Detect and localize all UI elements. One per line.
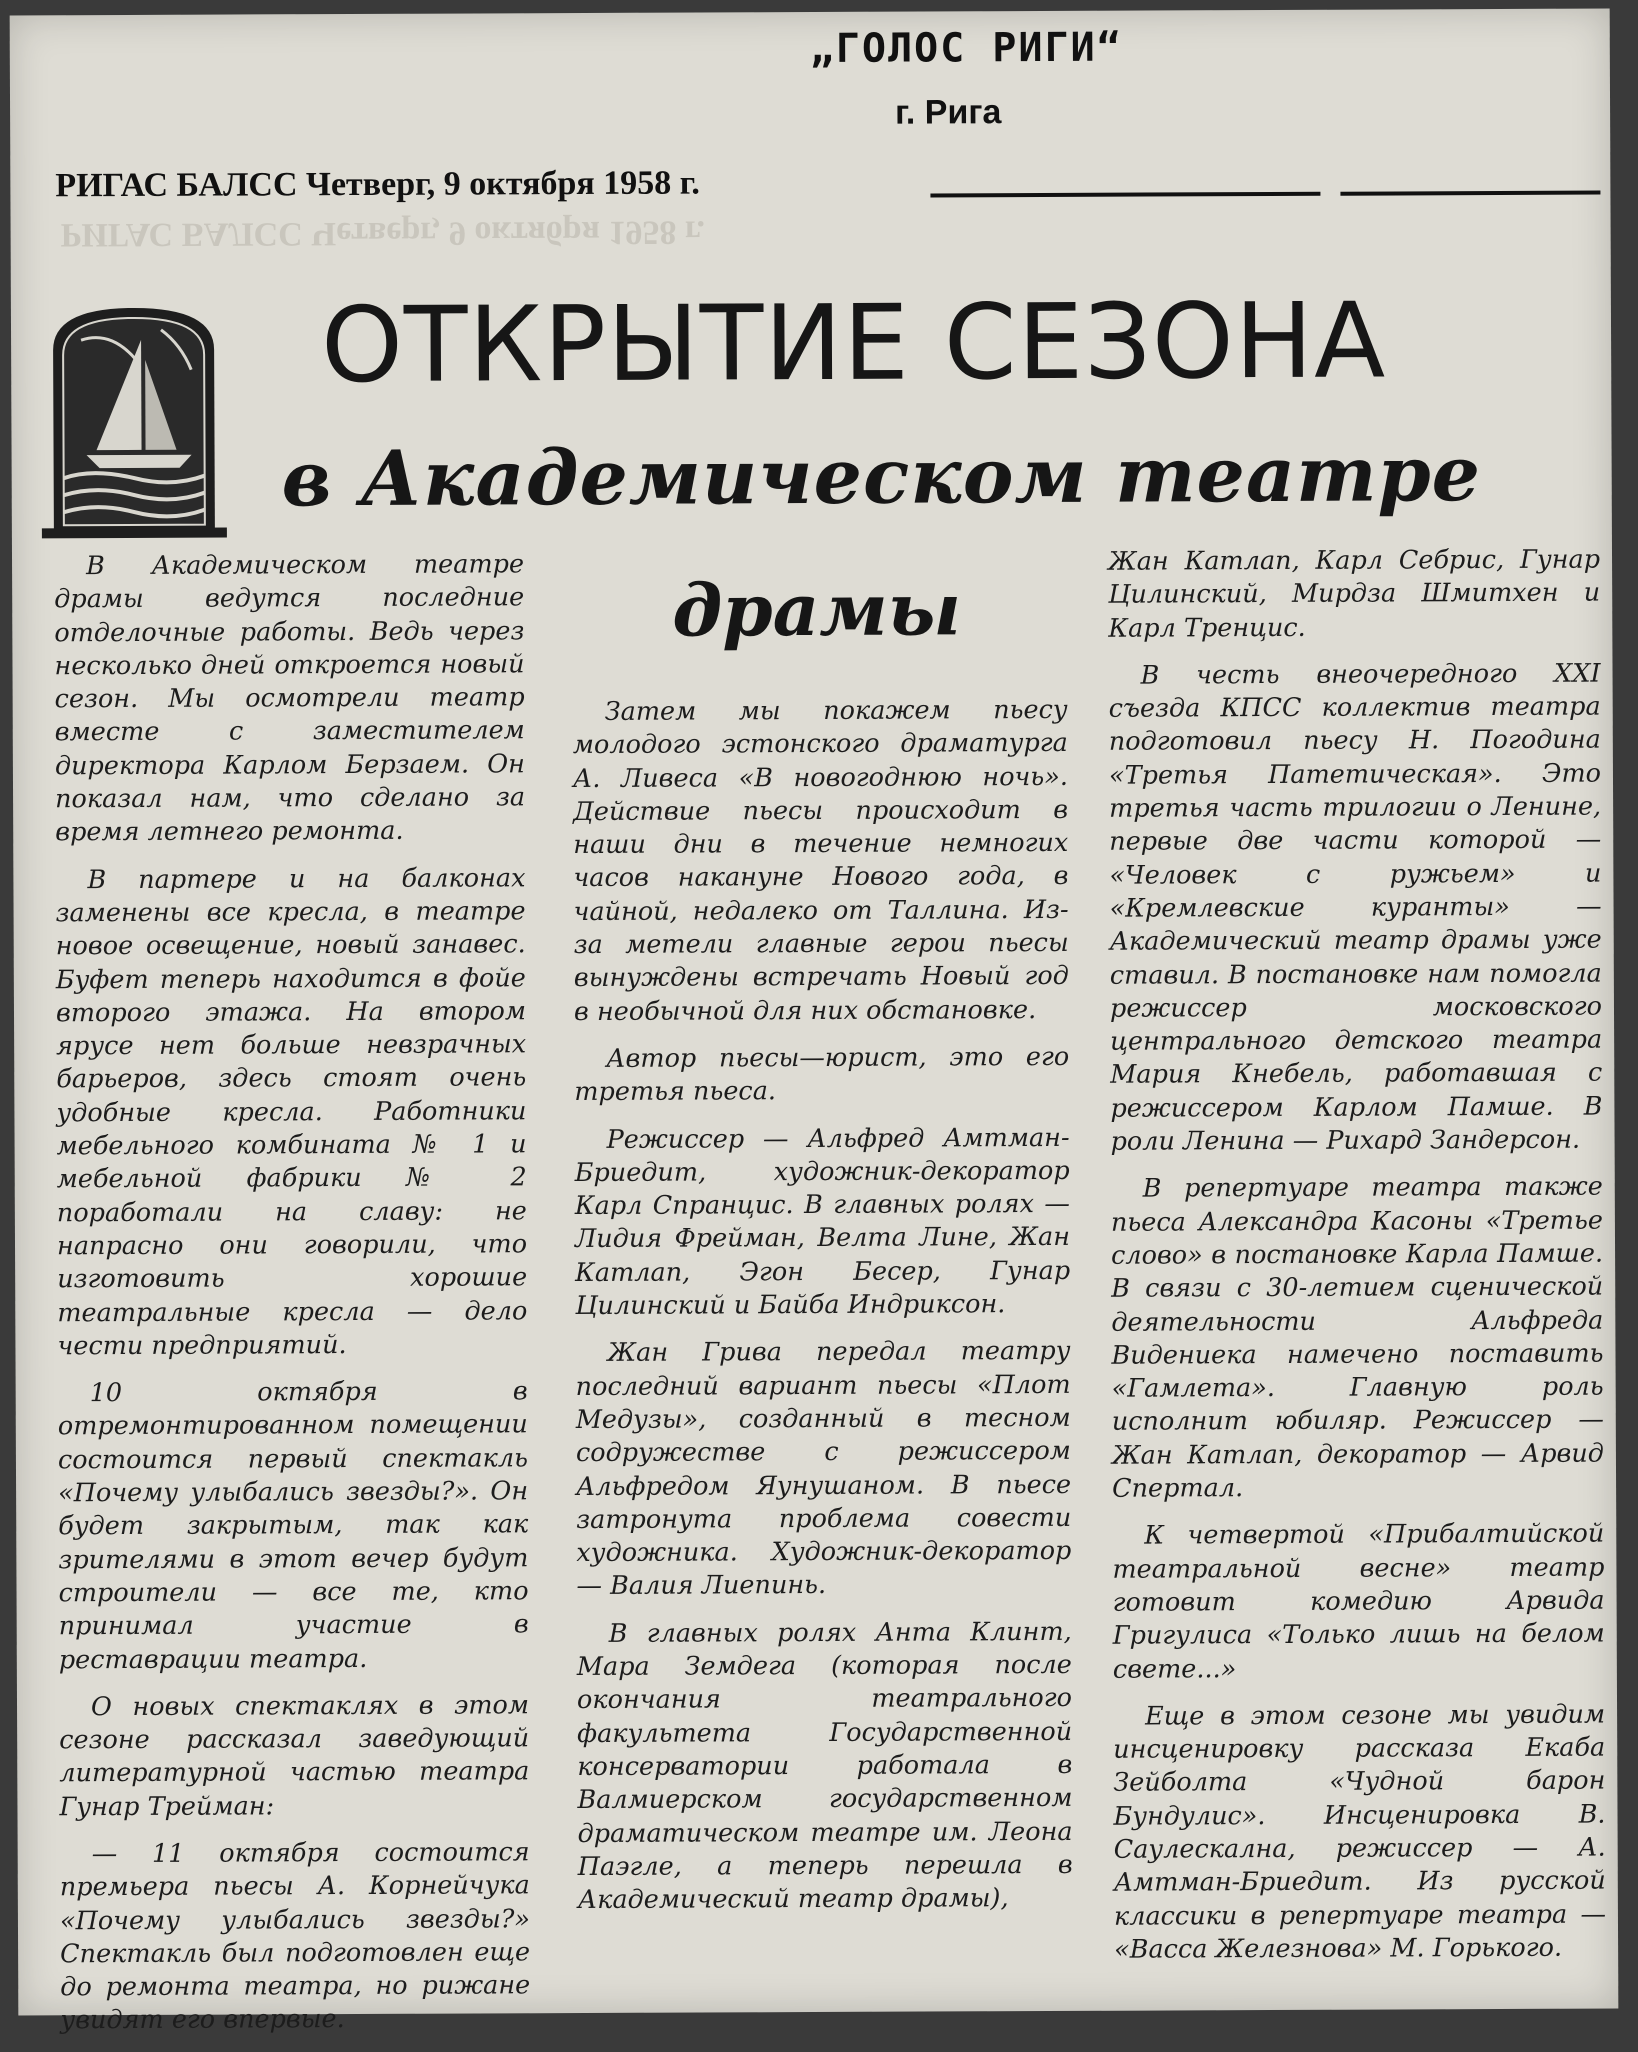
sailboat-emblem-icon [41,300,227,541]
paragraph: О новых спектаклях в этом сезоне рассказал заведующий литературной частью театра Гунар Трейман: [59,1690,530,1822]
paragraph: В главных ролях Анта Клинт, Мара Земдега (которая после окончания театрального факультета Государственной консерватории работала в Валмиерском государственном драматическом театре им. Леона Паэгле, а теперь перешла в Академический театр драмы), [576,1616,1073,1916]
masthead-rule [930,192,1320,198]
headline-line-2: в Академическом театре [281,429,1482,524]
paragraph: Режиссер — Альфред Амтман-Бриедит, художник-декоратор Карл Спранцис. В главных ролях — Лидия Фрейман, Велта Лине, Жан Катлап, Эгон Бесер, Гунар Цилинский и Байба Индриксон. [574,1122,1071,1322]
article-column-1 [54,548,531,2052]
paragraph: В честь внеочередного XXI съезда КПСС коллектив театра подготовил пьесу Н. Погодина «Третья Патетическая». Это третья часть трилогии о Ленине, первые две части которой — «Человек с ружьем» и «Кремлевские куранты» — Академический театр драмы уже ставил. В постановке нам помогла режиссер московского центрального детского театра Мария Кнебель, работавшая с режиссером Карлом Памше. В роли Ленина — Рихард Зандерсон. [1108,658,1603,1157]
paragraph: В репертуаре театра также пьеса Александра Касоны «Третье слово» в постановке Карла Памше. В связи с 30-летием сценической деятельности Альфреда Видениека намечено поставить «Гамлета». Главную роль исполнит юбиляр. Режиссер — Жан Катлап, декоратор — Арвид Спертал. [1110,1171,1604,1504]
city-stamp: г. Рига [894,93,1002,132]
newspaper-clipping [10,9,1619,2036]
paragraph: Жан Грива передал театру последний вариант пьесы «Плот Медузы», созданный в тесном содружестве с режиссером Альфредом Яунушаном. В пьесе затронута проблема совести художника. Художник-декоратор — Валия Лиепинь. [575,1336,1072,1602]
paragraph: В партере и на балконах заменены все кресла, в театре новое освещение, новый занавес. Буфет теперь находится в фойе второго этажа. На втором ярусе нет больше невзрачных барьеров, здесь стоят очень удобные кресла. Работники мебельного комбината № 1 и мебельной фабрики № 2 поработали на славу: не напрасно они говорили, что изготовить хорошие театральные кресла — дело чести предприятий. [55,862,528,1362]
masthead-date-line: РИГАС БАЛСС Четверг, 9 октября 1958 г. [55,164,700,205]
paragraph: К четвертой «Прибалтийской театральной весне» театр готовит комедию Арвида Григулиса «Только лишь на белом свете...» [1112,1518,1605,1685]
masthead-rule [1340,191,1600,196]
paragraph: Автор пьесы—юрист, это его третья пьеса. [574,1041,1070,1108]
paragraph: Затем мы покажем пьесу молодого эстонского драматурга А. Ливеса «В новогоднюю ночь». Действие пьесы происходит в наши дни в течение немногих часов накануне Нового года, в чайной, недалеко от Таллина. Из-за метели главные герои пьесы вынуждены встречать Новый год в необычной для них обстановке. [572,694,1069,1027]
paragraph: — 11 октября состоится премьера пьесы А. Корнейчука «Почему улыбались звезды?» Спектакль был подготовлен еще до ремонта театра, но рижане увидят его впервые. [59,1837,531,2036]
show-through-text: РИГАС БАЛСС Четверг, 9 октября 1958 г. [60,213,706,254]
article-column-3 [1108,544,1606,1981]
headline-line-3: драмы [672,566,962,653]
paragraph: Еще в этом сезоне мы увидим инсценировку рассказа Екаба Зейболта «Чудной барон Бундулис». Инсценировка В. Саулескална, режиссер — А. Амтман-Бриедит. Из русской классики в репертуаре театра — «Васса Железнова» М. Горького. [1113,1699,1607,1965]
article-column-2 [573,694,1073,1932]
paragraph: В Академическом театре драмы ведутся последние отделочные работы. Ведь через несколько дней откроется новый сезон. Мы осмотрели театр вместе с заместителем директора Карлом Берзаем. Он показал нам, что сделано за время летнего ремонта. [54,549,526,848]
headline-line-1: ОТКРЫТИЕ СЕЗОНА [320,279,1387,407]
paragraph: 10 октября в отремонтированном помещении состоится первый спектакль «Почему улыбались звезды?». Он будет закрытым, так как зрителями в этот вечер будут строители — все те, кто принимал участие в реставрации театра. [57,1376,529,1675]
paragraph: Жан Катлап, Карл Себрис, Гунар Цилинский, Мирдза Шмитхен и Карл Тренцис. [1107,544,1601,644]
newspaper-name-stamp: „ГОЛОС РИГИ“ [809,24,1123,73]
